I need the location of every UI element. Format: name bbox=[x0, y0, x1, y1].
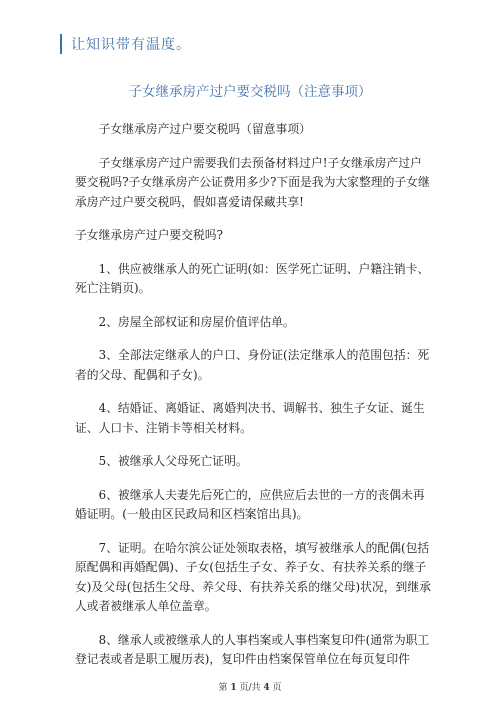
list-item-7: 7、证明。在哈尔滨公证处领取表格，填写被继承人的配偶(包括原配偶和再婚配偶)、子女(包括生子女、养子女、有扶养关系的继子女)及父母(包括生父母、养父母、有扶养关系的继父母)状况，到继承人或者被继承人单位盖章。 bbox=[75, 540, 431, 613]
footer-middle: 页/共 bbox=[239, 683, 261, 693]
page-header bbox=[60, 34, 191, 54]
footer-suffix: 页 bbox=[272, 683, 282, 693]
list-item-8: 8、继承人或被继承人的人事档案或人事档案复印件(通常为职工登记表或者是职工履历表)，复印件由档案保管单位在每页复印件 bbox=[75, 632, 430, 666]
header-accent-bar bbox=[60, 34, 62, 54]
paragraph-intro: 子女继承房产过户需要我们去预备材料过户!子女继承房产过户要交税吗?子女继承房产公证费用多少?下面是我为大家整理的子女继承房产过户要交税吗，假如喜爱请保藏共享! bbox=[75, 155, 430, 209]
document-title: 子女继承房产过户要交税吗（注意事项） bbox=[128, 84, 372, 100]
footer-prefix: 第 bbox=[218, 683, 228, 693]
list-item-2: 2、房屋全部权证和房屋价值评估单。 bbox=[98, 314, 295, 329]
paragraph-question: 子女继承房产过户要交税吗? bbox=[75, 228, 223, 242]
list-item-3: 3、全部法定继承人的户口、身份证(法定继承人的范围包括：死者的父母、配偶和子女)。 bbox=[75, 348, 430, 382]
list-item-6: 6、被继承人夫妻先后死亡的，应供应后去世的一方的丧偶未再婚证明。(一般由区民政局和区档案馆出具)。 bbox=[75, 487, 425, 521]
document-body bbox=[75, 120, 433, 684]
list-item-4: 4、结婚证、离婚证、离婚判决书、调解书、独生子女证、诞生证、人口卡、注销卡等相关材料。 bbox=[75, 401, 425, 435]
list-item-1: 1、供应被继承人的死亡证明(如：医学死亡证明、户籍注销卡、死亡注销页)。 bbox=[75, 261, 430, 295]
list-item-5: 5、被继承人父母死亡证明。 bbox=[98, 454, 248, 468]
header-slogan: 让知识带有温度。 bbox=[71, 37, 191, 53]
paragraph-subtitle: 子女继承房产过户要交税吗（留意事项） bbox=[98, 122, 311, 136]
page-footer bbox=[0, 680, 500, 693]
current-page-number: 1 bbox=[230, 683, 237, 693]
total-page-count: 4 bbox=[263, 683, 270, 693]
